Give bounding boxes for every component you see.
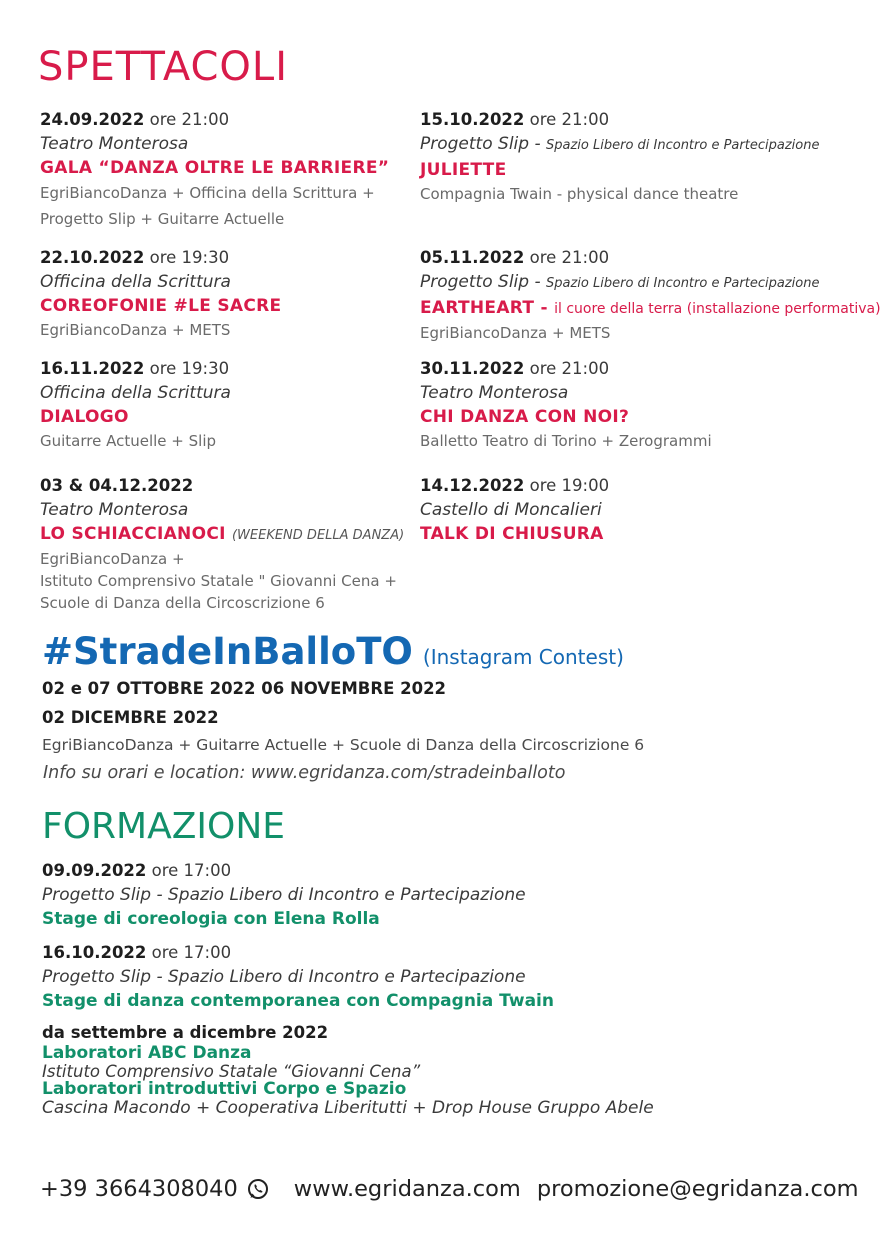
event-desc: Compagnia Twain - physical dance theatre: [420, 185, 739, 203]
event-title: EARTHEART -: [420, 298, 548, 318]
event-date-line: [420, 108, 860, 132]
whatsapp-icon: [246, 1177, 270, 1201]
event-desc: EgriBiancoDanza + METS: [420, 324, 611, 342]
event-date-line: [420, 474, 860, 498]
event-date: 16.10.2022: [42, 943, 147, 962]
event-date: 30.11.2022: [420, 359, 525, 378]
contest-desc: EgriBiancoDanza + Guitarre Actuelle + Scuole di Danza della Circoscrizione 6: [42, 736, 645, 754]
event-place: Officina della Scrittura: [40, 383, 231, 403]
event-place-detail: Spazio Libero di Incontro e Partecipazione: [546, 276, 820, 291]
footer: [40, 1176, 859, 1202]
event-title: GALA “DANZA OLTRE LE BARRIERE”: [40, 158, 390, 178]
event-place: Teatro Monterosa: [420, 383, 569, 403]
lab-title: Laboratori introduttivi Corpo e Spazio: [42, 1079, 407, 1099]
event-time: ore 21:00: [149, 110, 230, 129]
event-date-line: [420, 246, 860, 270]
event-time: ore 17:00: [151, 861, 232, 880]
event-date-line: [420, 357, 860, 381]
event-eartheart: [420, 246, 881, 345]
event-place-detail: Spazio Libero di Incontro e Partecipazione: [546, 138, 820, 153]
event-date: 05.11.2022: [420, 248, 525, 267]
event-place-line: [420, 270, 860, 296]
event-title: Stage di danza contemporanea con Compagnia Twain: [42, 991, 554, 1011]
event-chi-danza: [420, 357, 860, 453]
event-dialogo: [40, 357, 480, 453]
event-gala: [40, 108, 480, 232]
lab-place: Istituto Comprensivo Statale “Giovanni Cena”: [42, 1062, 421, 1081]
event-title: TALK DI CHIUSURA: [420, 524, 604, 544]
event-time: ore 21:00: [529, 110, 610, 129]
event-title: COREOFONIE #LE SACRE: [40, 296, 282, 316]
contest-info: Info su orari e location: www.egridanza.com/stradeinballoto: [43, 763, 566, 783]
lab-place: Cascina Macondo + Cooperativa Liberitutti + Drop House Gruppo Abele: [42, 1098, 654, 1118]
event-date: 16.11.2022: [40, 359, 145, 378]
event-desc: EgriBiancoDanza +: [40, 550, 185, 568]
event-place: Officina della Scrittura: [40, 272, 231, 292]
event-time: ore 19:00: [529, 476, 610, 495]
event-desc: Istituto Comprensivo Statale " Giovanni Cena +: [40, 572, 397, 590]
event-desc: Balletto Teatro di Torino + Zerogrammi: [420, 432, 712, 450]
labs-period: da settembre a dicembre 2022: [42, 1023, 329, 1042]
event-date-line: [40, 474, 480, 498]
contest-dates-2: 02 DICEMBRE 2022: [42, 708, 219, 727]
event-place: Progetto Slip -: [420, 134, 541, 154]
event-title-line: [40, 522, 480, 548]
event-title: Stage di coreologia con Elena Rolla: [42, 909, 380, 929]
formazione-event: [42, 941, 742, 1013]
event-title: DIALOGO: [40, 407, 129, 427]
event-juliette: [420, 108, 860, 206]
event-date-line: [40, 246, 480, 270]
event-date: 22.10.2022: [40, 248, 145, 267]
event-title-sub: il cuore della terra (installazione performativa): [554, 301, 881, 317]
event-date-line: [42, 859, 742, 883]
event-talk: [420, 474, 860, 546]
event-date: 03 & 04.12.2022: [40, 476, 194, 495]
event-time: ore 17:00: [151, 943, 232, 962]
event-title-line: [420, 296, 881, 321]
footer-website[interactable]: www.egridanza.com: [293, 1176, 521, 1202]
formazione-labs: [42, 1022, 762, 1118]
formazione-heading: FORMAZIONE: [42, 806, 286, 847]
lab-title: Laboratori ABC Danza: [42, 1043, 252, 1063]
event-date: 15.10.2022: [420, 110, 525, 129]
event-desc: EgriBiancoDanza + METS: [40, 321, 231, 339]
contest-heading-line: [42, 630, 624, 673]
event-place: Progetto Slip - Spazio Libero di Incontro e Partecipazione: [42, 967, 526, 987]
event-place: Teatro Monterosa: [40, 500, 189, 520]
event-place: Progetto Slip - Spazio Libero di Incontro e Partecipazione: [42, 885, 526, 905]
event-time: ore 21:00: [529, 359, 610, 378]
event-date-line: [40, 108, 480, 132]
event-place-line: [420, 132, 860, 158]
contest-subheading: (Instagram Contest): [422, 645, 624, 669]
event-desc: EgriBiancoDanza + Officina della Scrittura +: [40, 184, 375, 202]
event-date: 24.09.2022: [40, 110, 145, 129]
event-date: 14.12.2022: [420, 476, 525, 495]
event-date: 09.09.2022: [42, 861, 147, 880]
contest-dates-1: 02 e 07 OTTOBRE 2022 06 NOVEMBRE 2022: [42, 679, 447, 698]
event-date-line: [40, 357, 480, 381]
footer-email[interactable]: promozione@egridanza.com: [536, 1176, 859, 1202]
event-title: LO SCHIACCIANOCI: [40, 524, 226, 544]
event-place: Progetto Slip -: [420, 272, 541, 292]
event-title: JULIETTE: [420, 160, 507, 180]
event-coreofonie: [40, 246, 480, 342]
event-time: ore 21:00: [529, 248, 610, 267]
event-title: CHI DANZA CON NOI?: [420, 407, 630, 427]
event-date-line: [42, 941, 742, 965]
formazione-event: [42, 859, 742, 931]
event-place: Castello di Moncalieri: [420, 500, 602, 520]
event-title-note: (WEEKEND DELLA DANZA): [231, 528, 405, 543]
spettacoli-heading: SPETTACOLI: [38, 44, 288, 90]
event-desc: Guitarre Actuelle + Slip: [40, 432, 217, 450]
event-time: ore 19:30: [149, 248, 230, 267]
footer-phone[interactable]: +39 3664308040: [40, 1176, 238, 1202]
contest-heading: #StradeInBalloTO: [42, 630, 413, 673]
event-time: ore 19:30: [149, 359, 230, 378]
event-schiaccianoci: [40, 474, 480, 614]
event-desc: Scuole di Danza della Circoscrizione 6: [40, 594, 325, 612]
event-desc: Progetto Slip + Guitarre Actuelle: [40, 210, 285, 228]
event-place: Teatro Monterosa: [40, 134, 189, 154]
